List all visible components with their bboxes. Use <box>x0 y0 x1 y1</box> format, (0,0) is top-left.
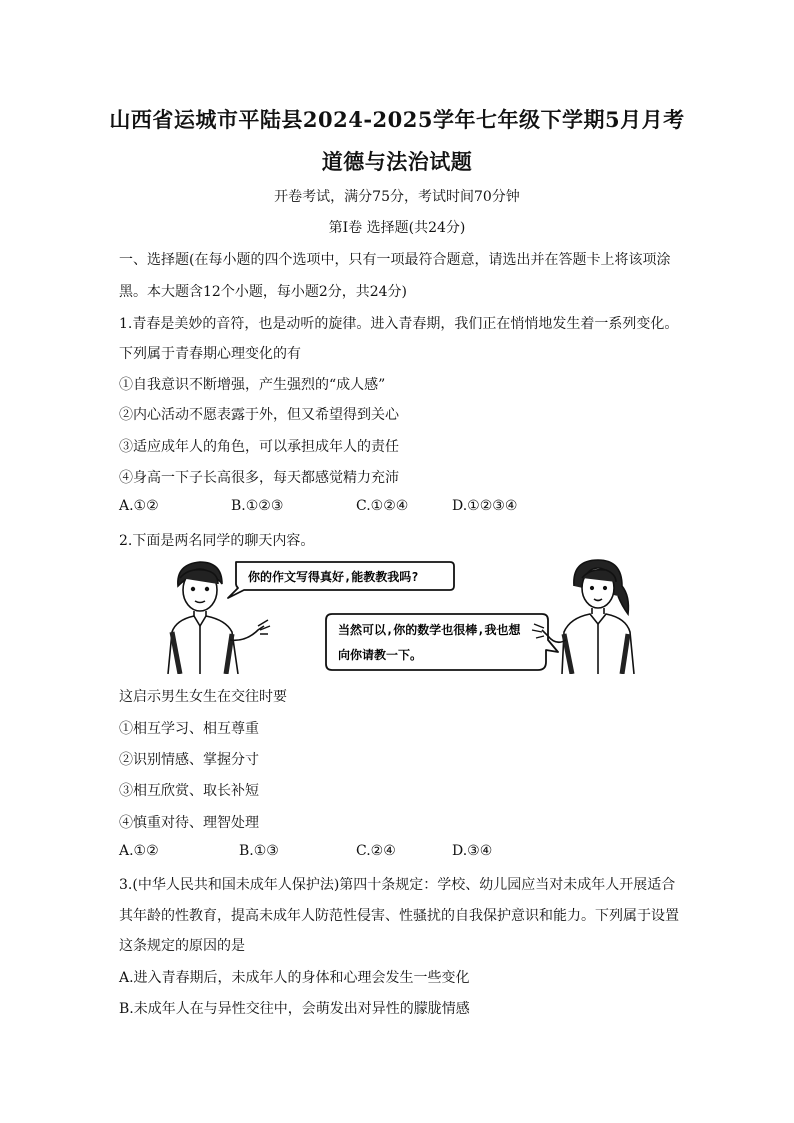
q1-option-c[interactable]: C.①②④ <box>356 498 409 514</box>
q2-option-c[interactable]: C.②④ <box>356 843 396 859</box>
girl-speech-bubble <box>326 614 558 670</box>
section-instruction-line2: 黑。本大题含12个小题，每小题2分，共24分) <box>119 284 407 300</box>
q1-option-b[interactable]: B.①②③ <box>231 498 284 514</box>
exam-info: 开卷考试，满分75分，考试时间70分钟 <box>274 189 520 205</box>
q3-option-a[interactable]: A.进入青春期后，未成年人的身体和心理会发生一些变化 <box>119 970 470 986</box>
girl-speech-text-line2: 向你请教一下。 <box>338 648 423 662</box>
q1-option-d[interactable]: D.①②③④ <box>452 498 518 514</box>
q2-stem: 2.下面是两名同学的聊天内容。 <box>119 533 315 549</box>
q1-stem-line2: 下列属于青春期心理变化的有 <box>119 346 301 362</box>
volume-title: 第Ⅰ卷 选择题(共24分) <box>328 220 466 236</box>
exam-title-line2: 道德与法治试题 <box>321 149 473 174</box>
q2-question: 这启示男生女生在交往时要 <box>119 689 287 705</box>
section-instruction-line1: 一、选择题(在每小题的四个选项中，只有一项最符合题意，请选出并在答题卡上将该项涂 <box>119 252 671 268</box>
q2-options <box>119 843 679 863</box>
q1-item-3: ③适应成年人的角色，可以承担成年人的责任 <box>119 439 399 455</box>
chat-illustration <box>160 556 640 674</box>
q3-stem-line2: 其年龄的性教育，提高未成年人防范性侵害、性骚扰的自我保护意识和能力。下列属于设置 <box>119 908 679 924</box>
q1-options <box>119 498 679 518</box>
q3-stem-line1: 3.(中华人民共和国未成年人保护法)第四十条规定：学校、幼儿园应当对未成年人开展适合 <box>119 877 676 893</box>
q2-item-2: ②识别情感、掌握分寸 <box>119 752 259 768</box>
q2-option-a[interactable]: A.①② <box>119 843 159 859</box>
q1-item-1: ①自我意识不断增强，产生强烈的“成人感” <box>119 377 386 393</box>
q1-stem-line1: 1.青春是美妙的音符，也是动听的旋律。进入青春期，我们正在悄悄地发生着一系列变化。 <box>119 316 679 332</box>
exam-title-line1: 山西省运城市平陆县2024-2025学年七年级下学期5月月考 <box>109 107 685 132</box>
q2-option-b[interactable]: B.①③ <box>239 843 279 859</box>
boy-speech-text: 你的作文写得真好,能教教我吗? <box>248 570 419 584</box>
q3-stem-line3: 这条规定的原因的是 <box>119 938 245 954</box>
q2-item-4: ④慎重对待、理智处理 <box>119 815 259 831</box>
boy-speech-bubble <box>228 562 454 598</box>
q1-item-4: ④身高一下子长高很多，每天都感觉精力充沛 <box>119 470 399 486</box>
q2-item-3: ③相互欣赏、取长补短 <box>119 783 259 799</box>
girl-speech-text-line1: 当然可以,你的数学也很棒,我也想 <box>338 623 521 637</box>
q2-item-1: ①相互学习、相互尊重 <box>119 721 259 737</box>
q3-option-b[interactable]: B.未成年人在与异性交往中，会萌发出对异性的朦胧情感 <box>119 1001 470 1017</box>
q1-option-a[interactable]: A.①② <box>119 498 159 514</box>
q2-option-d[interactable]: D.③④ <box>452 843 493 859</box>
q1-item-2: ②内心活动不愿表露于外，但又希望得到关心 <box>119 407 399 423</box>
